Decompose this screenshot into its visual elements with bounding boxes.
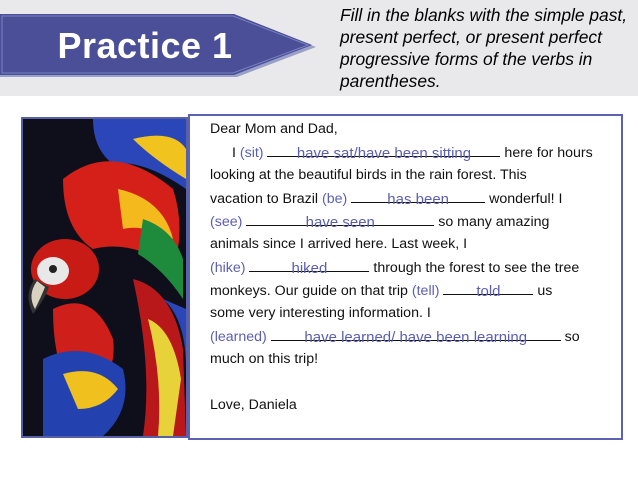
verb-hint-be: (be): [321, 191, 348, 207]
verb-hint-sit: (sit): [239, 145, 264, 161]
letter-body: [210, 118, 615, 417]
letter-line-9: (learned) have learned/ have been learning so: [210, 325, 615, 348]
letter-line-5: animals since I arrived here. Last week, I: [210, 236, 468, 252]
letter-closing: Love, Daniela: [210, 397, 297, 413]
blank-4: [249, 256, 369, 277]
answer-1: have sat/have been sitting: [296, 145, 472, 162]
letter-line-10: much on this trip!: [210, 351, 319, 367]
letter-line-3: vacation to Brazil (be) has been wonderful! I: [210, 187, 615, 210]
letter-line-4: (see) have seen so many amazing: [210, 210, 615, 233]
letter-line-7: monkeys. Our guide on that trip (tell) told us: [210, 279, 615, 302]
verb-hint-see: (see): [210, 214, 243, 230]
page-title: Practice 1: [57, 25, 233, 66]
title-banner: [0, 14, 322, 78]
blank-5: [443, 279, 533, 300]
verb-hint-tell: (tell): [411, 283, 440, 299]
answer-5: told: [476, 283, 501, 300]
instructions-text: Fill in the blanks with the simple past, present perfect, or present perfect progressive forms of the verbs in parentheses.: [340, 5, 628, 91]
answer-3: have seen: [305, 214, 375, 231]
blank-2: [351, 187, 485, 208]
answer-4: hiked: [291, 260, 328, 277]
letter-line-1: I (sit) have sat/have been sitting here for hours: [210, 141, 615, 164]
letter-line-8: some very interesting information. I: [210, 305, 431, 321]
answer-6: have learned/ have been learning: [304, 329, 528, 346]
verb-hint-hike: (hike): [210, 260, 246, 276]
blank-6: [271, 325, 561, 346]
answer-2: has been: [387, 191, 450, 208]
letter-spacer: [210, 371, 615, 394]
letter-greeting: Dear Mom and Dad,: [210, 121, 338, 137]
macaw-photo: [21, 117, 188, 438]
verb-hint-learned: (learned): [210, 329, 267, 345]
letter-line-6: (hike) hiked through the forest to see the tree: [210, 256, 615, 279]
letter-line-2: looking at the beautiful birds in the rain forest. This: [210, 167, 527, 183]
